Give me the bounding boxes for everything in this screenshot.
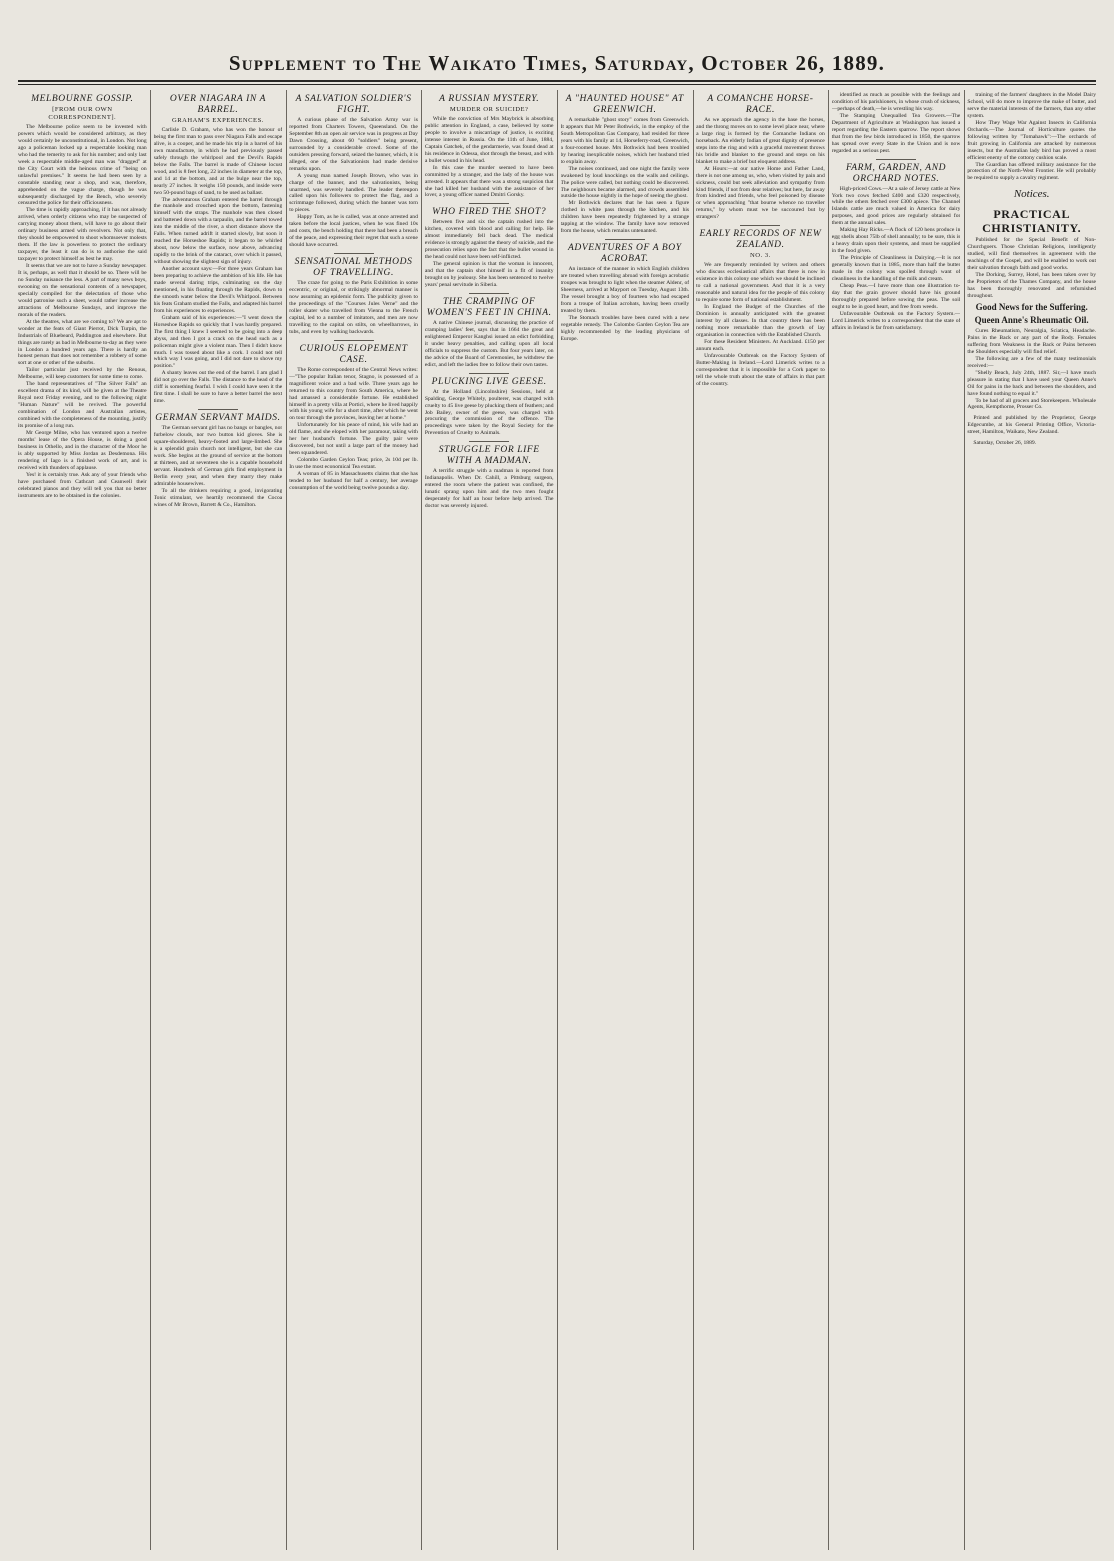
column-rule (828, 90, 829, 1550)
article-paragraph: The craze for going to the Paris Exhibition in some eccentric, or original, or strikingly abnormal manner is now assuming an epidemic form. The publicity given to the proceedings of the "Courses Jules Verne" and the roller skater who travelled from Vienna to the French capital, led to a number of imitators, and men are now travelling to the capital on stilts, on wheelbarrows, in tubs, and even by walking backwards. (289, 280, 418, 335)
column-7 (832, 92, 961, 1547)
article-headline: PLUCKING LIVE GEESE. (431, 376, 547, 387)
article-paragraph: training of the farmers' daughters in the Model Dairy School, will do more to improve the make of butter, and serve the material interests of the farmers, than any other system. (967, 92, 1096, 119)
article-paragraph: As we approach the agency in the base the horses, and the throng moves on to some level place near, where a large ring is formed by the Comanche Indians on horseback. An elderly Indian of great dignity of presence steps into the ring and with a graceful movement throws his bridle and blanket to the ground and steps on his blanket to make a brief but eloquent address. (696, 117, 825, 165)
article-paragraph: How They Wage War Against Insects in California Orchards.—The Journal of Horticulture quotes the following written by "Tomahawk":—The orchards of fruit growing in California are attacked by numerous insects, but the Australian lady bird has proved a most efficient enemy of the cottony cushion scale. (967, 119, 1096, 161)
column-rule (286, 90, 287, 1550)
headline-rule (469, 203, 509, 204)
article-paragraph: A woman of 85 in Massachusetts claims that she has tended to her husband for half a century, her average consumption of the world being twelve pounds a day. (289, 471, 418, 491)
article-headline: EARLY RECORDS OF NEW ZEALAND. (699, 229, 822, 251)
masthead-rule (18, 80, 1096, 82)
article-subheading: GRAHAM'S EXPERIENCES. (171, 117, 264, 124)
article-paragraph: The Principle of Cleanliness in Dairying.—It is not generally known that in 1885, more than half the butter made in the colony was spoiled through want of cleanliness in the handling of the milk and cream. (831, 255, 961, 282)
article-headline: THE CRAMPING OF WOMEN'S FEET IN CHINA. (426, 296, 552, 318)
column-rule (693, 90, 694, 1550)
article-paragraph: Tailor particular just received by the Renous, Melbourne, will keep customers for some time to come. (18, 367, 147, 381)
article-paragraph: The general opinion is that the woman is innocent, and that the captain shot himself in a fit of insanity brought on by jealousy. She has been sentenced to twelve years' penal servitude in Siberia. (424, 261, 554, 289)
article-paragraph: A young man named Joseph Brown, who was in charge of the banner, and the salvationists, being unarmed, was severely handled. The leader thereupon called upon his followers to protect the flag, and a scrimmage followed, during which the banner was torn to pieces. (289, 172, 418, 214)
headline-rule (334, 340, 374, 341)
article-paragraph: To all the drinkers requiring a good, invigorating Tonic stimulant, we heartily recommend the Cocoa wines of Mr Brown, Barrett & Co., Hamilton. (153, 487, 283, 508)
article-paragraph: Colombo Garden Ceylon Teas; price, 2s 10d per lb. In use the most economical Tea extant. (289, 457, 418, 471)
column-rule (421, 90, 422, 1550)
column-2 (154, 92, 283, 1547)
article-headline: A RUSSIAN MYSTERY. (439, 94, 540, 104)
article-paragraph: The time is rapidly approaching, if it has not already arrived, when orderly citizens who may be suspected of carrying money about them, will have to go about their ordinary business armed with revolvers. Not only that, they should be empowered to shoot whomsoever molests them. If the law is powerless to protect the ordinary taxpayer, the least it can do is to authorise the said taxpayer to protect himself as best he may. (18, 207, 147, 263)
article-paragraph: Happy Tom, as he is called, was at once arrested and taken before the local justices, when he was fined 10s and costs, the bench holding that there had been a breach of the peace, and expressing their regret that such a scene should have occurred. (289, 214, 418, 249)
article-paragraph: The adventurous Graham entered the barrel through the manhole and crouched upon the bottom, fastening himself with the straps. The manhole was then closed and battened down with a tarpaulin, and the barrel towed into the middle of the river, a short distance above the Falls. When turned adrift it started slowly, but soon it reached the Horseshoe Rapids; it began to be whirled about, now below the surface, now above, advancing rapidly to the brink of the cataract, over which it passed, without showing the slightest sign of injury. (153, 196, 283, 266)
article-paragraph: In this case the murder seemed to have been committed by a stranger, and the lady of the house was arrested. It appears that there was a strong suspicion that she had killed her husband with the assistance of her lover, a young officer named Dmitri Gorsky. (424, 164, 554, 199)
headline-rule (740, 225, 780, 226)
article-paragraph: The Stomach troubles have been cured with a new vegetable remedy. The Colombo Garden Ceylon Tea are highly recommended by the leading physicians of Europe. (560, 314, 690, 342)
article-paragraph: High-priced Cows.—At a sale of Jersey cattle at New York two cows fetched £400 and £320 respectively, while the others fetched over £300 apiece. The Channel Islands cattle are much valued in America for dairy purposes, and good prices are regularly obtained for them at the annual sales. (831, 185, 961, 227)
masthead: Supplement to The Waikato Times, Saturday, October 26, 1889. (228, 51, 886, 75)
article-subheading: NO. 3. (750, 252, 771, 260)
article-headline: A "HAUNTED HOUSE" AT GREENWICH. (565, 94, 684, 115)
article-paragraph: It seems that we are not to have a Sunday newspaper. It is, perhaps, as well that it should be so. There will be no Sunday nuisance the less. A part of many news boys, swooning on the sensational contents of a newspaper, specially compiled for the delectation of those who would patronise such a sheet, would rather increase the attractions of Melbourne Sundays, and improve the morals of the readers. (18, 263, 147, 318)
article-paragraph: Mr Bothwick declares that he has seen a figure clothed in white pass through the kitchen, and his children have been repeatedly frightened by a strange tapping at the window. The family have now removed from the house, which remains untenanted. (560, 200, 690, 235)
article-headline: WHO FIRED THE SHOT? (432, 207, 547, 218)
headline-rule (469, 373, 509, 374)
column-1 (18, 92, 147, 1547)
article-paragraph: At Hours:—at our native Home and Father Land, there is not one among us, who, when visited by pain and sickness, could but seek alleviation and sympathy from kind friends, if not from dear relatives; but here, far away from kindred and friends, who feel poisoned by disease or when approaching "that bourne whence no traveller returns," by whom must we be succoured but by strangers? (696, 165, 825, 221)
article-paragraph: Making Hay Ricks.—A flock of 120 hens produce in egg shells about 75lb of shell annually; to be sure, this is a heavy drain upon their systems, and must be supplied in the food given. (831, 227, 961, 255)
column-3 (289, 92, 418, 1547)
article-paragraph: Cheap Peas.—I have more than one illustration to-day that the grain grower should have his ground thoroughly prepared before sowing the peas. The soil ought to be in good heart, and free from weeds. (831, 282, 961, 310)
headline-rule (605, 239, 645, 240)
headline-rule (876, 159, 916, 160)
article-paragraph: The Melbourne police seem to be invested with powers which would be considered arbitrary, as they would certainly be unconstitutional, in London. Not long ago a policeman locked up a respectable looking man who had the temerity to ask for his number; and only last week a respectable middle-aged man was "dragged" at the City Court with the heinous crime of "being on unlawful premises." It seems he had been seen by a constable standing near a shop, and was, therefore, apprehended on the vague charge, though he was subsequently discharged by the Bench, who severely censured the police for their officiousness. (18, 124, 147, 207)
article-paragraph: A shanty leaves out the end of the barrel. I am glad I did not go over the Falls. The distance to the head of the cliff is something fearful. I wish I could have seen it the first time. I shall be sure to have a better barrel the next time. (153, 370, 283, 405)
column-4 (425, 92, 554, 1547)
article-subheading: [FROM OUR OWN CORRESPONDENT]. (48, 106, 117, 121)
article-headline: A COMANCHE HORSE-RACE. (707, 94, 814, 115)
headline-rule (469, 293, 509, 294)
article-paragraph: A remarkable "ghost story" comes from Greenwich. It appears that Mr Peter Bothwick, in the employ of the South Metropolitan Gas Company, had resided for three years with his family at 14, Horseferry-road, Greenwich, a four-roomed house. Mrs Bothwick had been troubled by hearing inexplicable noises, which her husband tried to explain away. (560, 117, 690, 165)
column-rule (150, 90, 151, 1550)
column-rule (557, 90, 558, 1550)
article-paragraph: identified as much as possible with the feelings and condition of his parishioners, in whose crush of sickness,—perhaps of death,—he is wrestling his way. (831, 92, 961, 112)
article-paragraph: For these Resident Ministers. At Auckland. £150 per annum each. (696, 338, 825, 352)
advertisement-title: Good News for the Suffering. (975, 301, 1088, 312)
article-paragraph: We are frequently reminded by writers and others who discuss ecclesiastical affairs that there is now in existence in this colony one which we should be inclined to call a national government. And that it is a very reasonable and natural idea for the people of this colony to require some form of national establishment. (696, 262, 825, 304)
article-paragraph: Unfavourable Outbreak on the Factory System.—Lord Limerick writes to a correspondent that the state of affairs in Ireland is far from satisfactory. (831, 310, 961, 331)
headline-rule (334, 253, 374, 254)
article-paragraph: Another account says:—For three years Graham has been preparing to achieve the ambition of his life. He has made several daring trips, culminating on the day mentioned, in his floating through the Rapids, down to the smooth water below the Devil's Whirlpool. Between his feats Graham studied the Falls, and adapted his barrel from his experiences to experiences. (153, 266, 283, 314)
article-paragraph: Cures Rheumatism, Neuralgia, Sciatica, Headache. Pains in the Back or any part of the Body. Females suffering from Weakness in the Back or Pains between the Shoulders especially will find relief. (967, 327, 1096, 355)
article-paragraph: A terrific struggle with a madman is reported from Indianapolis. When Dr. Cahill, a Pittsburg surgeon, entered the room where the patient was confined, the lunatic sprang upon him and the two men fought desperately for half an hour before help arrived. The doctor was severely injured. (424, 468, 554, 510)
imprint-line: Saturday, October 26, 1889. (973, 440, 1037, 447)
article-subheading: MURDER OR SUICIDE? (449, 106, 529, 113)
article-headline: CURIOUS ELOPEMENT CASE. (299, 343, 408, 365)
advertisement-title: Queen Anne's Rheumatic Oil. (974, 314, 1089, 325)
article-headline: A SALVATION SOLDIER'S FIGHT. (295, 94, 412, 115)
article-paragraph: Graham said of his experiences:—"I went down the Horseshoe Rapids so quickly that I was hardly prepared. The first thing I knew I seemed to be going into a deep abyss, and then I got a crack on the head such as a policeman might give a violent man. Then I didn't know much. I was tossed about like a cork. I could not tell which way I was going, and I did not dare to shove my position." (153, 314, 283, 370)
article-paragraph: The Dorking, Surrey, Hotel, has been taken over by the Proprietors of the Thames Company, and the house has been thoroughly renovated and refurnished throughout. (967, 272, 1096, 300)
article-paragraph: A curious phase of the Salvation Army war is reported from Charters Towers, Queensland. On the September 8th an open air service was in progress at Day Dawn Crossing, about 60 "soldiers" being present, surrounded by a considerable crowd. Some of the outsiders pressing forward, seized the banner, which, it is alleged, one of the Salvationists had made derisive remarks upon. (289, 117, 418, 172)
article-paragraph: In England the Budget of the Churches of the Dominion is annually anticipated with the greatest interest by all classes. In that country there has been nothing more remarkable than the growth of lay organisation in connection with the Established Church. (696, 304, 825, 338)
article-paragraph: The Rome correspondent of the Central News writes:—"The popular Italian tenor, Stagno, is possessed of a magnificent voice and a bad wife. Three years ago he returned to this country from South America, where he had amassed a considerable fortune. He established himself in a pretty villa at Portici, where he lived happily with his young wife for a short time, after which he went on tour through the provinces, leaving her at home." (289, 366, 418, 422)
headline-rule (198, 409, 238, 410)
article-paragraph: At the Holland (Lincolnshire) Sessions, held at Spalding, George Whitely, poulterer, was charged with cruelty to 45 live geese by plucking them of feathers; and Job Bailey, owner of the geese, was charged with procuring the commission of the offence. The proceedings were taken by the Royal Society for the Prevention of Cruelty to Animals. (424, 388, 554, 437)
article-paragraph: The German servant girl has no bangs or bangles, nor furbelow clouds, nor two button kid gloves. She is square-shouldered, heavy-footed and large-limbed. She is a splendid grain church not intelligent, but she can work. She begins at the ground of service at the bottom at thirteen, and at seventeen she is a capable household servant. Hundreds of German girls find employment in Berlin every year, and when they marry they make admirable housewives. (153, 425, 283, 487)
article-paragraph: To be had of all grocers and Storekeepers. Wholesale Agents, Kempthorne, Prosser Co. (967, 397, 1096, 411)
headline-rule (469, 441, 509, 442)
imprint-line: Printed and published by the Proprietor, George Edgecumbe, at his General Printing Office, Victoria-street, Hamilton, Waikato, New Zealand. (967, 415, 1096, 436)
column-8 (967, 92, 1096, 1547)
article-paragraph: The band representatives of "The Silver Falls" an excellent drama of its kind, will be given at the Theatre Royal next Friday evening, and to the following night "Human Nature" will be revived. The powerful combination of London and Australian artistes, combined with the completeness of the mounting, justify its promise of a long run. (18, 381, 147, 429)
article-paragraph: Mr George Milne, who has ventured upon a twelve months' lease of the Opera House, is doing a good business in Othello, and in the character of the Moor he is ably supported by Miss Jordan as Desdemona. His rendering of Iago is a finished work of art, and is received with thunders of applause. (18, 429, 147, 471)
article-headline: STRUGGLE FOR LIFE WITH A MADMAN. (438, 445, 540, 467)
article-paragraph: Unfavourable Outbreak on the Factory System of Butter-Making in Ireland.—Lord Limerick writes to a correspondent that it is impossible for a Cork paper to tell the whole truth about the state of affairs in that part of the country. (696, 352, 825, 387)
article-headline: ADVENTURES OF A BOY ACROBAT. (567, 243, 682, 265)
article-paragraph: The following are a few of the many testimonials received:— (967, 355, 1096, 369)
article-headline: MELBOURNE GOSSIP. (31, 94, 134, 104)
column-5 (561, 92, 690, 1547)
column-6 (696, 92, 825, 1547)
article-headline: OVER NIAGARA IN A BARREL. (169, 94, 266, 115)
notices-heading: Notices. (1013, 188, 1050, 201)
article-paragraph: Carlisle D. Graham, who has won the honour of being the first man to pass over Niagara Falls and escape alive, is a cooper, and he made his trip in a barrel of his own manufacture, in which he had previously passed safely through the whirlpool and the Devil's Rapids below the Falls. The barrel is made of Chinese locust wood, and is 8 feet long, 22 inches in diameter at the top, and 14 at the bottom, and at the bulge near the top, nearly 27 inches. It weighs 150 pounds, and inside were two 50-pound bags of sand, to be used as ballast. (153, 127, 283, 196)
article-paragraph: Yes! it is certainly true. Ask any of your friends who have purchased from Cathcart and Ceanwell their celebrated pianos and they will tell you that no better instruments are to be obtained in the colonies. (18, 471, 147, 499)
masthead-rule-thin (18, 84, 1096, 85)
article-paragraph: Unfortunately for his peace of mind, his wife had an old flame, and she eloped with her paramour, taking with her her husband's fortune. The guilty pair were discovered, but not until a large part of the money had been squandered. (289, 422, 418, 457)
article-paragraph: A native Chinese journal, discussing the practice of cramping ladies' feet, says that in 1664 the great and enlightened Emperor Kanghsi issued an edict forbidding it under heavy penalties, and calling upon all local officials to suppress the custom. But four years later, on the advice of the Board of Ceremonies, he withdrew the edict, and left the ladies free to follow their own tastes. (424, 319, 554, 368)
advertisement-heading: PRACTICAL CHRISTIANITY. (982, 207, 1082, 236)
article-headline: FARM, GARDEN, AND ORCHARD NOTES. (846, 162, 947, 184)
article-paragraph: Between five and six the captain rushed into the kitchen, covered with blood and calling for help. He almost immediately fell back dead. The medical evidence is strongly against the theory of suicide, and the prosecution relies upon the fact that the bullet wound in the head could not have been self-inflicted. (424, 219, 554, 261)
article-paragraph: At the theatres, what are we coming to? We are apt to wonder at the feats of Giant Pierrot, Dick Turpin, the Industrials of Bluebeard, Paddington and elsewhere. But things are rarely as bad in Melbourne to-day as they were in London a hundred years ago. There is hardly an honest person that does not remember a robbery of some sort at one or other of the suburbs. (18, 318, 147, 367)
article-headline: GERMAN SERVANT MAIDS. (155, 413, 281, 424)
article-paragraph: An instance of the manner in which English children are treated when travelling abroad with foreign acrobatic troupes was brought to light when the steamer Aldenr, of Sheerness, arrived at Mayport on Tuesday, August 13th. The vessel brought a boy of fourteen who had escaped from a troupe of Italian acrobats, having been cruelly treated by them. (560, 266, 690, 314)
article-paragraph: The noises continued, and one night the family were awakened by loud knockings on the walls and ceilings. The police were called, but nothing could be discovered. The neighbours became alarmed, and crowds assembled outside the house nightly in the hope of seeing the ghost. (560, 165, 690, 200)
article-paragraph: The Guardian has offered military assistance for the protection of the North-West Frontier. He will probably be required to supply a cavalry regiment. (967, 161, 1096, 182)
article-paragraph: While the conviction of Mrs Maybrick is absorbing public attention in England, a case, believed by some people to involve a miscarriage of justice, is exciting intense interest in Russia. On the 11th of June, 1884, Captain Gatchek, of the gendarmerie, was found dead at his residence in Odessa, shot through the breast, and with a bullet wound in his head. (424, 116, 554, 164)
article-paragraph: Published for the Special Benefit of Non-Churchgoers. Those Christian Religions, intelligently studied, will find themselves in agreement with the teachings of the Gospel, and will be enabled to work out their salvation through faith and good works. (967, 237, 1096, 272)
column-rule (964, 90, 965, 1550)
article-headline: SENSATIONAL METHODS OF TRAVELLING. (294, 257, 413, 279)
article-paragraph: The Stamping Unequalled Tea Growers.—The Department of Agriculture at Washington has issued a report regarding the Eastern sparrow. The report shows that from the few birds introduced in 1850, the sparrow has spread over every State in the Union and is now regarded as a serious pest. (831, 112, 961, 154)
article-paragraph: "Shelly Beach, July 24th, 1887. Sir,—I have much pleasure in stating that I have used your Queen Anne's Oil for pains in the back and between the shoulders, and have found nothing to equal it." (967, 369, 1096, 397)
